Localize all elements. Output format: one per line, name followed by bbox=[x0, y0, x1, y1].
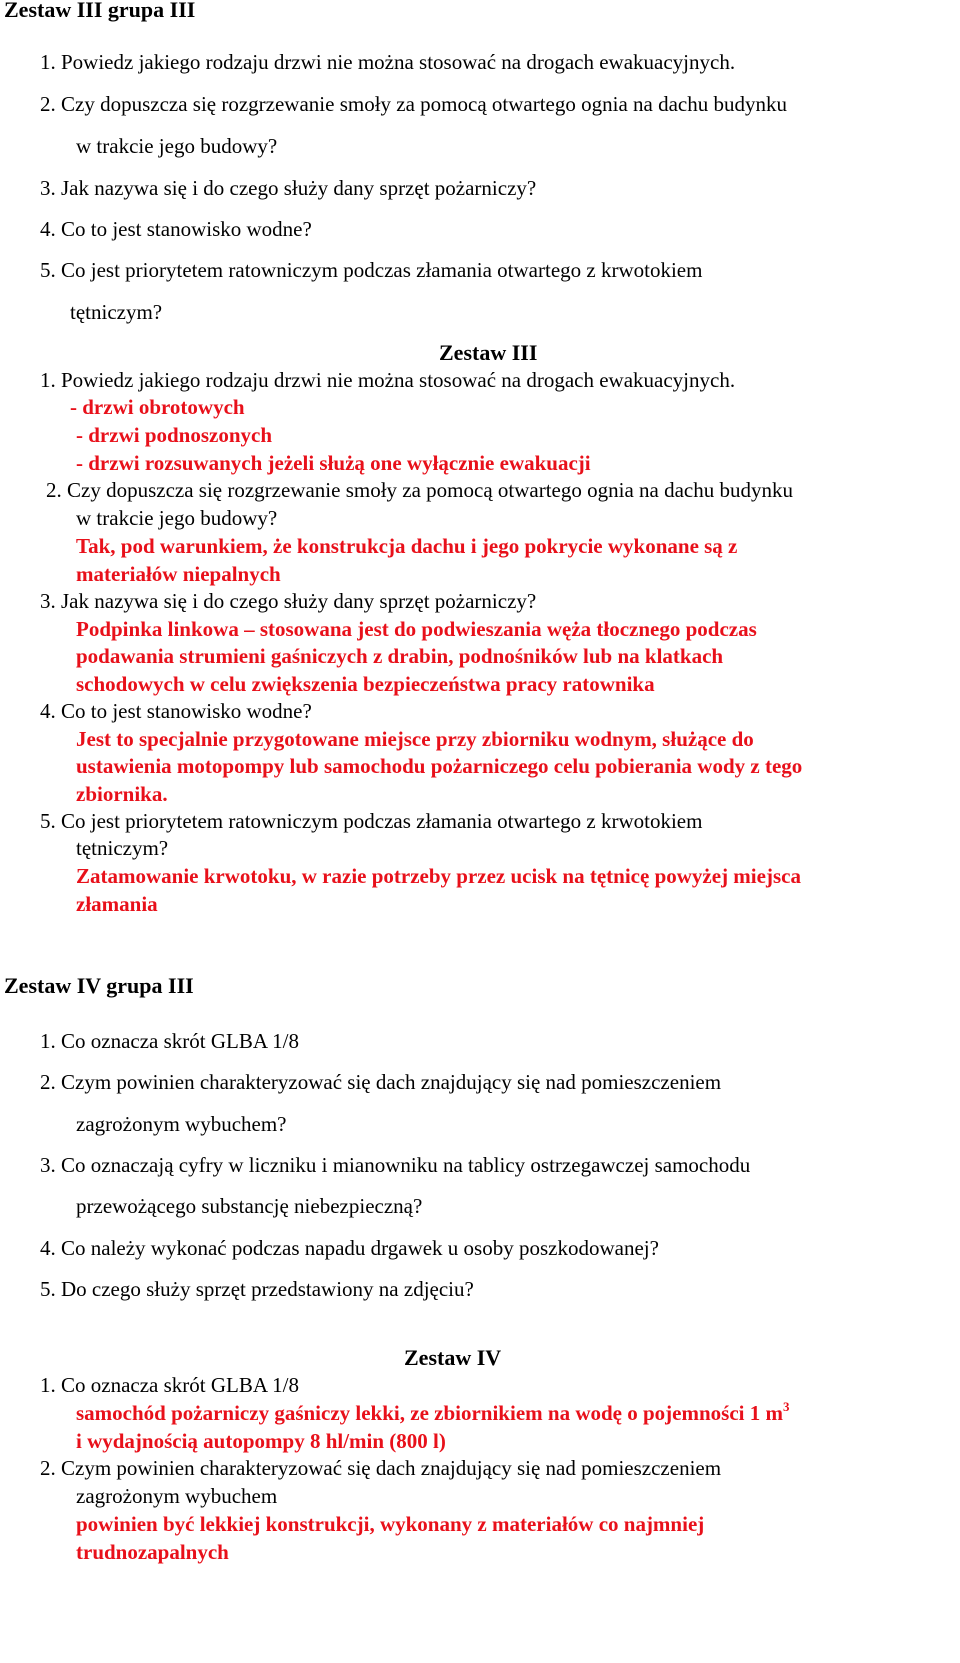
set3-answer-1-line-1: - drzwi obrotowych bbox=[70, 395, 245, 419]
set3-answers-question-5-cont: tętniczym? bbox=[76, 836, 169, 860]
set3-answers-question-3: 3. Jak nazywa się i do czego służy dany sprzęt pożarniczy? bbox=[40, 589, 537, 613]
set4-group-heading: Zestaw IV grupa III bbox=[4, 973, 194, 998]
set3-answers-question-4: 4. Co to jest stanowisko wodne? bbox=[40, 699, 312, 723]
set4-answer-2-line-1: powinien być lekkiej konstrukcji, wykonany z materiałów co najmniej bbox=[76, 1512, 705, 1536]
set3-question-2-cont: w trakcie jego budowy? bbox=[76, 134, 278, 158]
set3-answer-4-line-1: Jest to specjalnie przygotowane miejsce przy zbiorniku wodnym, służące do bbox=[76, 727, 754, 751]
set4-answer-2-line-2: trudnozapalnych bbox=[76, 1540, 229, 1564]
set3-question-4: 4. Co to jest stanowisko wodne? bbox=[40, 217, 312, 241]
set3-question-5: 5. Co jest priorytetem ratowniczym podczas złamania otwartego z krwotokiem bbox=[40, 258, 703, 282]
set4-question-4: 4. Co należy wykonać podczas napadu drgawek u osoby poszkodowanej? bbox=[40, 1236, 659, 1260]
set3-answers-question-2: 2. Czy dopuszcza się rozgrzewanie smoły za pomocą otwartego ognia na dachu budynku bbox=[46, 478, 793, 502]
set3-group-heading: Zestaw III grupa III bbox=[4, 0, 196, 22]
set3-answer-1-line-2: - drzwi podnoszonych bbox=[76, 423, 273, 447]
set3-question-5-cont: tętniczym? bbox=[70, 300, 163, 324]
set3-question-3: 3. Jak nazywa się i do czego służy dany sprzęt pożarniczy? bbox=[40, 176, 537, 200]
set3-answer-5-line-1: Zatamowanie krwotoku, w razie potrzeby przez ucisk na tętnicę powyżej miejsca bbox=[76, 864, 801, 888]
set3-answer-2-line-2: materiałów niepalnych bbox=[76, 562, 281, 586]
set4-answers-question-2: 2. Czym powinien charakteryzować się dach znajdujący się nad pomieszczeniem bbox=[40, 1456, 722, 1480]
set3-answers-heading: Zestaw III bbox=[439, 340, 538, 365]
set3-answer-3-line-2: podawania strumieni gaśniczych z drabin, podnośników lub na klatkach bbox=[76, 644, 724, 668]
set3-answer-4-line-3: zbiornika. bbox=[76, 782, 168, 806]
set4-answers-question-2-cont: zagrożonym wybuchem bbox=[76, 1484, 278, 1508]
set3-answer-2-line-1: Tak, pod warunkiem, że konstrukcja dachu i jego pokrycie wykonane są z bbox=[76, 534, 738, 558]
set4-answer-1-line-1 bbox=[76, 1400, 789, 1426]
set3-question-2: 2. Czy dopuszcza się rozgrzewanie smoły za pomocą otwartego ognia na dachu budynku bbox=[40, 92, 787, 116]
set4-answers-heading: Zestaw IV bbox=[404, 1345, 502, 1370]
set4-question-1: 1. Co oznacza skrót GLBA 1/8 bbox=[40, 1029, 299, 1053]
set4-question-3: 3. Co oznaczają cyfry w liczniku i mianowniku na tablicy ostrzegawczej samochodu bbox=[40, 1153, 751, 1177]
set3-answer-4-line-2: ustawienia motopompy lub samochodu pożarniczego celu pobierania wody z tego bbox=[76, 754, 803, 778]
set3-answers-question-5: 5. Co jest priorytetem ratowniczym podczas złamania otwartego z krwotokiem bbox=[40, 809, 703, 833]
cubic-superscript: 3 bbox=[782, 1399, 790, 1414]
set3-answer-1-line-3: - drzwi rozsuwanych jeżeli służą one wyłącznie ewakuacji bbox=[76, 451, 591, 475]
set3-answer-3-line-3: schodowych w celu zwiększenia bezpieczeństwa pracy ratownika bbox=[76, 672, 655, 696]
set3-answers-question-2-cont: w trakcie jego budowy? bbox=[76, 506, 278, 530]
set4-question-2: 2. Czym powinien charakteryzować się dach znajdujący się nad pomieszczeniem bbox=[40, 1070, 722, 1094]
set4-answer-1-line-2: i wydajnością autopompy 8 hl/min (800 l) bbox=[76, 1429, 446, 1453]
set4-question-5: 5. Do czego służy sprzęt przedstawiony na zdjęciu? bbox=[40, 1277, 474, 1301]
set4-question-2-cont: zagrożonym wybuchem? bbox=[76, 1112, 287, 1136]
set3-answer-3-line-1: Podpinka linkowa – stosowana jest do podwieszania węża tłocznego podczas bbox=[76, 617, 757, 641]
set4-question-3-cont: przewożącego substancję niebezpieczną? bbox=[76, 1194, 423, 1218]
set3-question-1: 1. Powiedz jakiego rodzaju drzwi nie można stosować na drogach ewakuacyjnych. bbox=[40, 50, 736, 74]
set4-answers-question-1: 1. Co oznacza skrót GLBA 1/8 bbox=[40, 1373, 299, 1397]
set3-answers-question-1: 1. Powiedz jakiego rodzaju drzwi nie można stosować na drogach ewakuacyjnych. bbox=[40, 368, 736, 392]
set3-answer-5-line-2: złamania bbox=[76, 892, 158, 916]
set4-answer-1-text: samochód pożarniczy gaśniczy lekki, ze zbiornikiem na wodę o pojemności 1 m bbox=[76, 1401, 783, 1425]
